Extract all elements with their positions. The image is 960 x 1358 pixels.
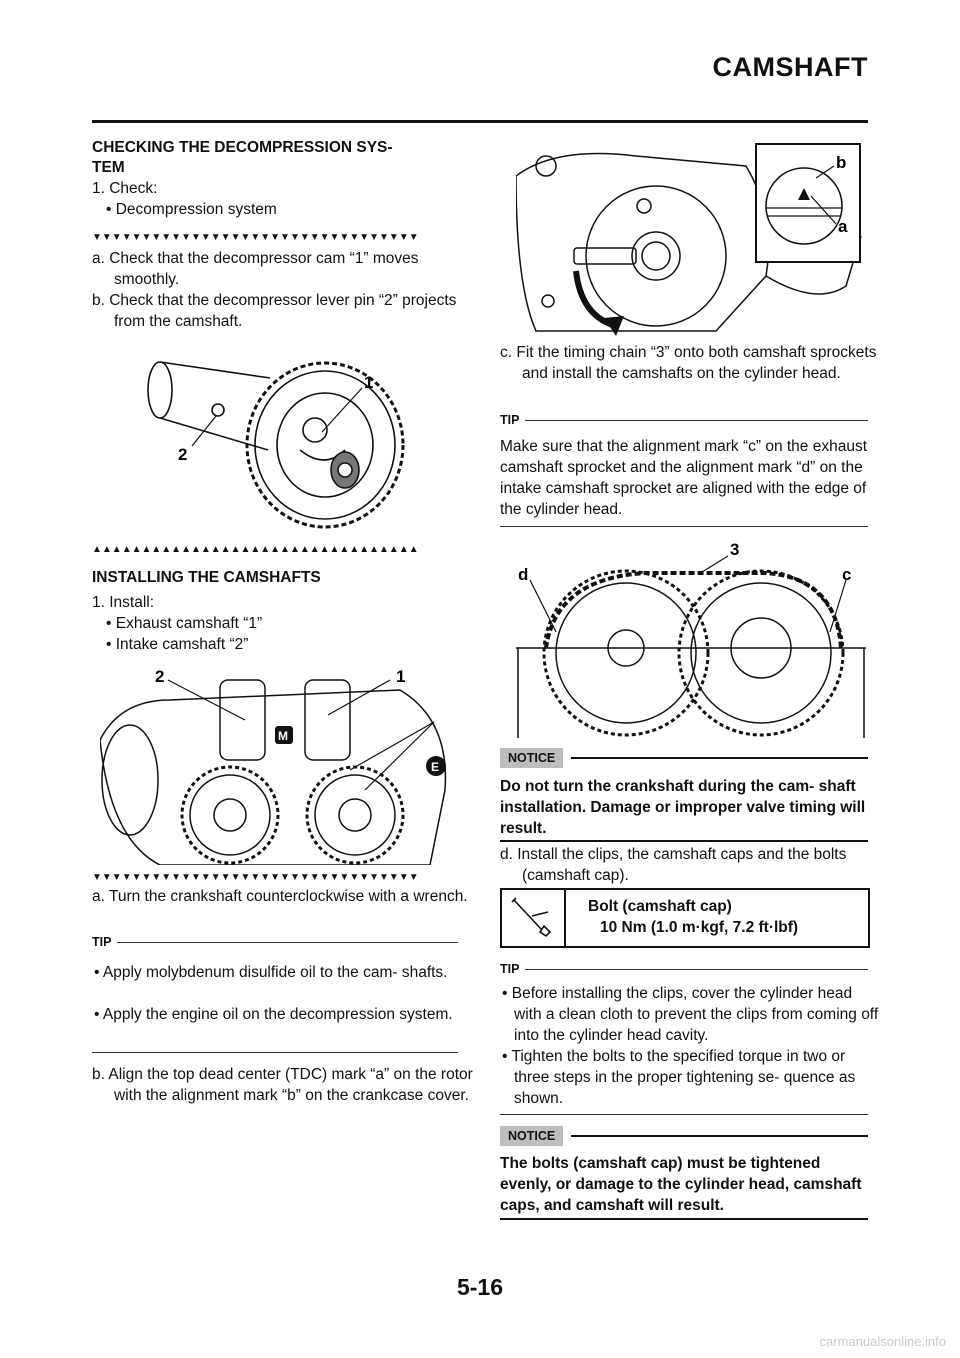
- fig2-label-2: 2: [155, 667, 165, 686]
- fig2-moly-symbol: M: [278, 729, 288, 743]
- torque-wrench-icon: [502, 890, 566, 946]
- header-rule: [92, 120, 868, 123]
- fit-timing-chain-step: c. Fit the timing chain “3” onto both camshaft sprockets and install the camshafts on the cylinder head.: [500, 344, 877, 382]
- install-item-exhaust: • Exhaust camshaft “1”: [106, 615, 263, 632]
- check-item: • Decompression system: [106, 201, 277, 218]
- notice-header-2: [500, 1126, 868, 1146]
- install-item-intake: • Intake camshaft “2”: [106, 636, 249, 653]
- install-clips-step: d. Install the clips, the camshaft caps and the bolts (camshaft cap).: [500, 846, 847, 884]
- section-title-installing: INSTALLING THE CAMSHAFTS: [92, 569, 321, 586]
- tdc-alignment-figure: [516, 136, 866, 336]
- camshaft-installation-figure: [100, 660, 460, 865]
- torque-spec-box: [500, 888, 870, 948]
- tip-header-3: [500, 962, 868, 976]
- section-title-decompression: CHECKING THE DECOMPRESSION SYS- TEM: [92, 139, 393, 176]
- tip-item-cloth: • Before installing the clips, cover the cylinder head with a clean cloth to prevent the clips from coming off into the cylinder head cavity.: [502, 985, 879, 1044]
- notice-end-rule-1: [500, 840, 868, 842]
- fig4-label-3: 3: [730, 540, 740, 559]
- notice-badge: NOTICE: [500, 748, 563, 768]
- tip-label: TIP: [92, 935, 112, 949]
- tip-end-rule-1: [92, 1052, 458, 1053]
- turn-crankshaft-step: a. Turn the crankshaft counterclockwise with a wrench.: [92, 888, 468, 905]
- check-step: 1. Check:: [92, 180, 158, 197]
- tip-label-3: TIP: [500, 962, 520, 976]
- tip-header-2: [500, 413, 868, 427]
- notice-bolts-text: The bolts (camshaft cap) must be tightened evenly, or damage to the cylinder head, camshaft caps, and camshaft will result.: [500, 1155, 862, 1214]
- notice-badge-2: NOTICE: [500, 1126, 563, 1146]
- tip-label-2: TIP: [500, 413, 520, 427]
- tip-item-torque-steps: • Tighten the bolts to the specified torque in two or three steps in the proper tightening se- quence as shown.: [502, 1048, 856, 1107]
- align-tdc-step: b. Align the top dead center (TDC) mark “a” on the rotor with the alignment mark “b” on the crankcase cover.: [92, 1066, 473, 1104]
- notice-crankshaft-text: Do not turn the crankshaft during the cam- shaft installation. Damage or improper valve timing will result.: [500, 778, 866, 837]
- install-step: 1. Install:: [92, 594, 155, 611]
- fig3-label-b: b: [836, 153, 847, 172]
- procedure-start-markers: ▼▼▼▼▼▼▼▼▼▼▼▼▼▼▼▼▼▼▼▼▼▼▼▼▼▼▼▼▼▼▼▼▼: [92, 232, 419, 243]
- tip-end-rule-2: [500, 526, 868, 527]
- page-number: 5-16: [456, 1274, 504, 1300]
- tip-item-moly: • Apply molybdenum disulfide oil to the cam- shafts.: [94, 964, 448, 981]
- torque-value: 10 Nm (1.0 m·kgf, 7.2 ft·lbf): [600, 919, 799, 936]
- fig2-label-1: 1: [396, 667, 406, 686]
- watermark: carmanualsonline.info: [819, 1334, 946, 1349]
- fig1-label-1: 1: [364, 373, 374, 392]
- procedure-end-markers: ▲▲▲▲▲▲▲▲▲▲▲▲▲▲▲▲▲▲▲▲▲▲▲▲▲▲▲▲▲▲▲▲▲: [92, 544, 419, 555]
- check-step-a: a. Check that the decompressor cam “1” moves smoothly.: [92, 250, 419, 288]
- page-title: CAMSHAFT: [712, 52, 868, 82]
- timing-chain-figure: [516, 538, 866, 738]
- torque-bolt-title: Bolt (camshaft cap): [588, 898, 732, 915]
- fig4-label-d: d: [518, 565, 529, 584]
- tip-alignment-text: Make sure that the alignment mark “c” on the exhaust camshaft sprocket and the alignment mark “d” on the intake camshaft sprocket are aligned with the edge of the cylinder head.: [500, 438, 868, 518]
- notice-end-rule-2: [500, 1218, 868, 1220]
- notice-header-1: [500, 748, 868, 768]
- fig2-oil-symbol: E: [431, 760, 440, 774]
- fig4-label-c: c: [842, 565, 852, 584]
- tip-end-rule-3: [500, 1114, 868, 1115]
- fig1-label-2: 2: [178, 445, 188, 464]
- fig3-label-a: a: [838, 217, 848, 236]
- decompressor-camshaft-figure: [140, 350, 410, 535]
- procedure-start-markers-2: ▼▼▼▼▼▼▼▼▼▼▼▼▼▼▼▼▼▼▼▼▼▼▼▼▼▼▼▼▼▼▼▼▼: [92, 872, 419, 883]
- tip-item-oil: • Apply the engine oil on the decompression system.: [94, 1006, 453, 1023]
- check-step-b: b. Check that the decompressor lever pin “2” projects from the camshaft.: [92, 292, 457, 330]
- tip-header-1: [92, 935, 458, 949]
